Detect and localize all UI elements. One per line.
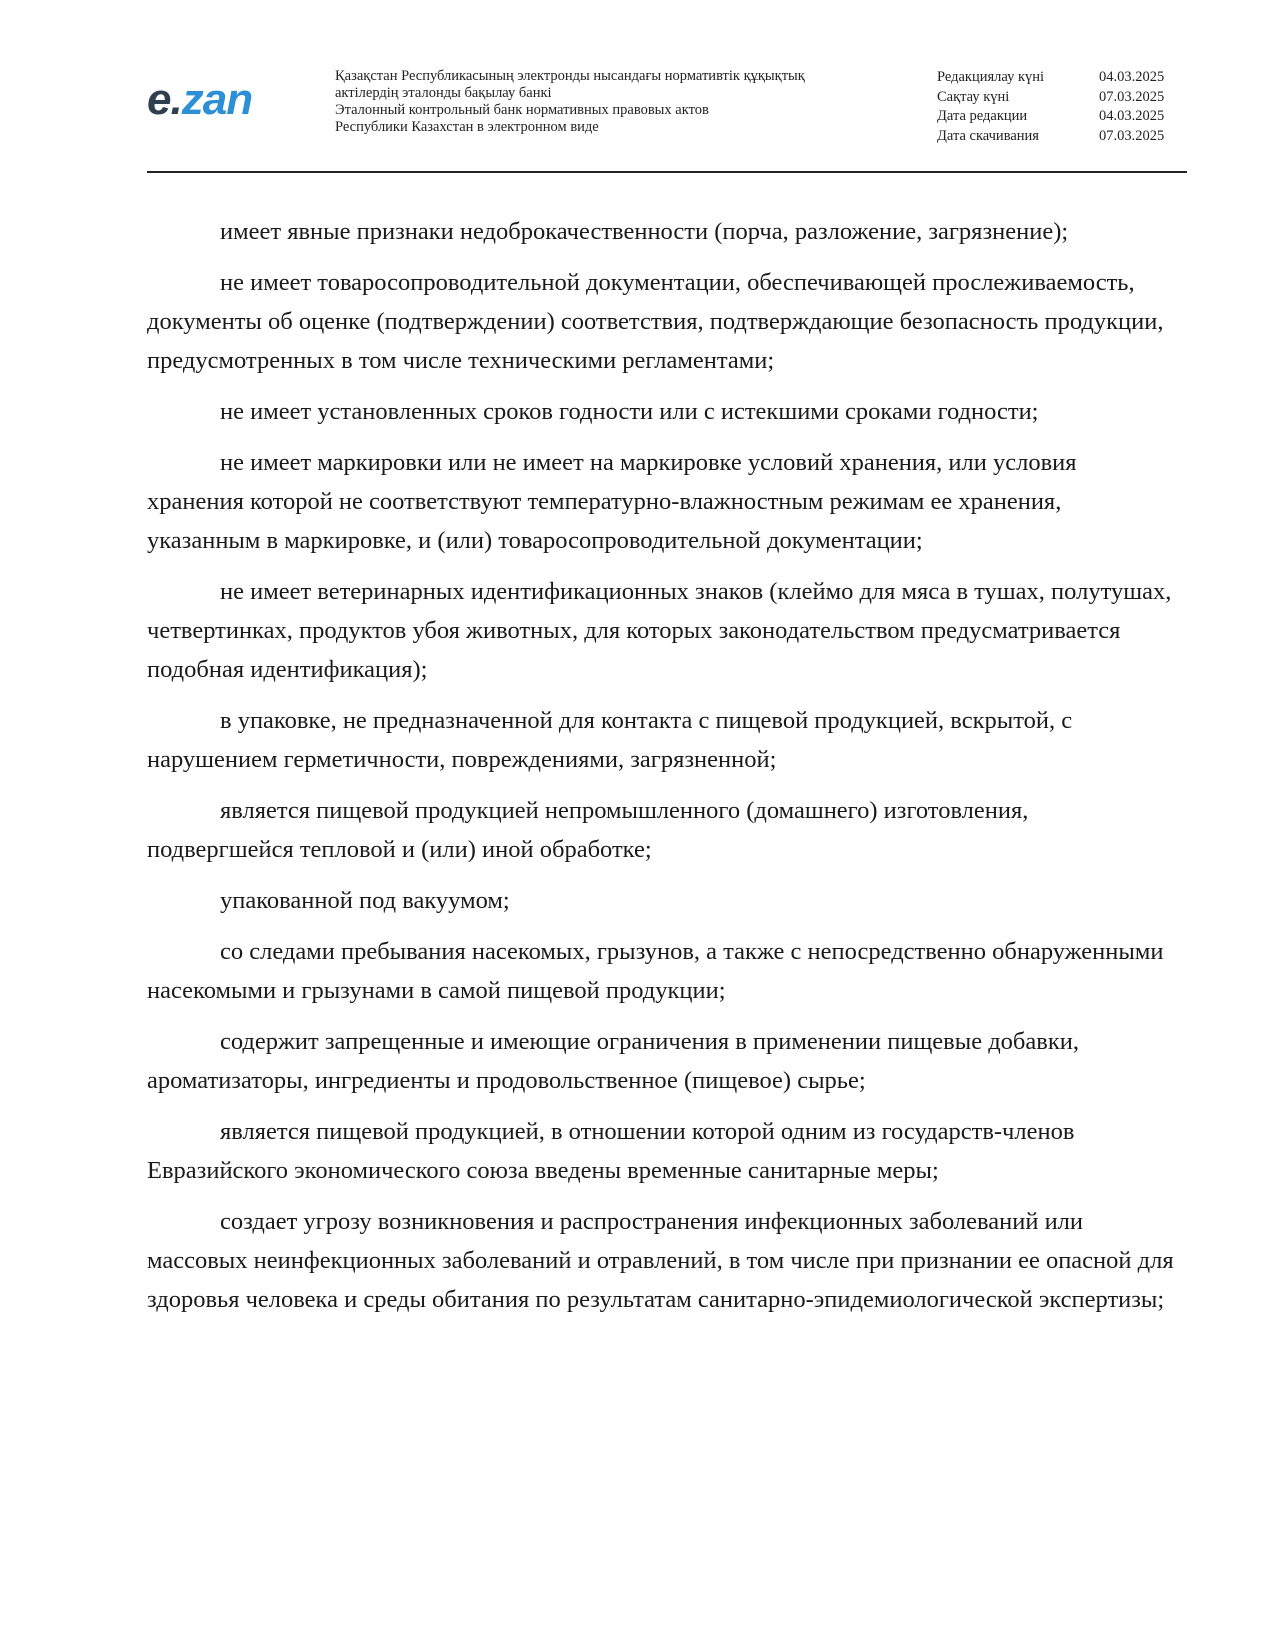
body-paragraph: имеет явные признаки недоброкачественности (порча, разложение, загрязнение); (220, 218, 1069, 245)
meta-label: Дата редакции (937, 108, 1028, 124)
logo-zan: zan (181, 75, 253, 124)
ezan-logo (147, 75, 253, 124)
body-paragraph: не имеет установленных сроков годности или с истекшими сроками годности; (220, 398, 1039, 425)
meta-label: Дата скачивания (937, 127, 1039, 144)
body-paragraph: создает угрозу возникновения и распространения инфекционных заболеваний или массовых неинфекционных заболеваний и отравлений, в том числе при признании ее опасной для здоровья человека и среды обитания по результатам санитарно-эпидемиологической экспертизы; (147, 1208, 1174, 1313)
logo-e: e (147, 75, 171, 124)
logo-dot: . (170, 75, 182, 124)
header-title-block (335, 68, 805, 136)
meta-row (937, 127, 1189, 147)
meta-label: Редакциялау күні (937, 69, 1045, 85)
body-paragraph: упакованной под вакуумом; (220, 887, 510, 914)
body-paragraph: содержит запрещенные и имеющие ограничения в применении пищевые добавки, ароматизаторы, ингредиенты и продовольственное (пищевое) сырье; (147, 1028, 1079, 1094)
body-paragraph: является пищевой продукцией, в отношении которой одним из государств-членов Евразийского экономического союза введены временные санитарные меры; (147, 1118, 1075, 1184)
meta-value: 07.03.2025 (1099, 127, 1165, 144)
header-line: Эталонный контрольный банк нормативных правовых актов (335, 102, 709, 118)
meta-label: Сақтау күні (937, 88, 1010, 105)
document-header (147, 66, 1187, 166)
body-paragraph: не имеет ветеринарных идентификационных знаков (клеймо для мяса в тушах, полутушах, четвертинках, продуктов убоя животных, для которых законодательством предусматривается подобная идентификация); (147, 578, 1172, 683)
meta-value: 04.03.2025 (1099, 108, 1165, 124)
header-divider (147, 171, 1187, 173)
meta-row (937, 107, 1189, 127)
meta-row (937, 68, 1189, 88)
header-line: Қазақстан Республикасының электронды нысандағы нормативтік құқықтық (335, 68, 805, 84)
body-paragraph: со следами пребывания насекомых, грызунов, а также с непосредственно обнаруженными насекомыми и грызунами в самой пищевой продукции; (147, 938, 1164, 1004)
meta-value: 04.03.2025 (1099, 69, 1165, 85)
header-line: актілердің эталонды бақылау банкі (335, 85, 552, 101)
body-paragraph: не имеет товаросопроводительной документации, обеспечивающей прослеживаемость, документы об оценке (подтверждении) соответствия, подтверждающие безопасность продукции, предусмотренных в том числе техническими регламентами; (147, 269, 1164, 374)
body-paragraph: не имеет маркировки или не имеет на маркировке условий хранения, или условия хранения которой не соответствуют температурно-влажностным режимам ее хранения, указанным в маркировке, и (или) товаросопроводительной документации; (147, 449, 1077, 554)
body-paragraph: является пищевой продукцией непромышленного (домашнего) изготовления, подвергшейся тепловой и (или) иной обработке; (147, 797, 1029, 863)
document-body (147, 212, 1177, 1331)
body-paragraph: в упаковке, не предназначенной для контакта с пищевой продукцией, вскрытой, с нарушением герметичности, повреждениями, загрязненной; (147, 707, 1073, 773)
date-meta-table (937, 68, 1189, 146)
header-line: Республики Казахстан в электронном виде (335, 119, 599, 135)
meta-value: 07.03.2025 (1099, 88, 1165, 105)
meta-row (937, 88, 1189, 108)
